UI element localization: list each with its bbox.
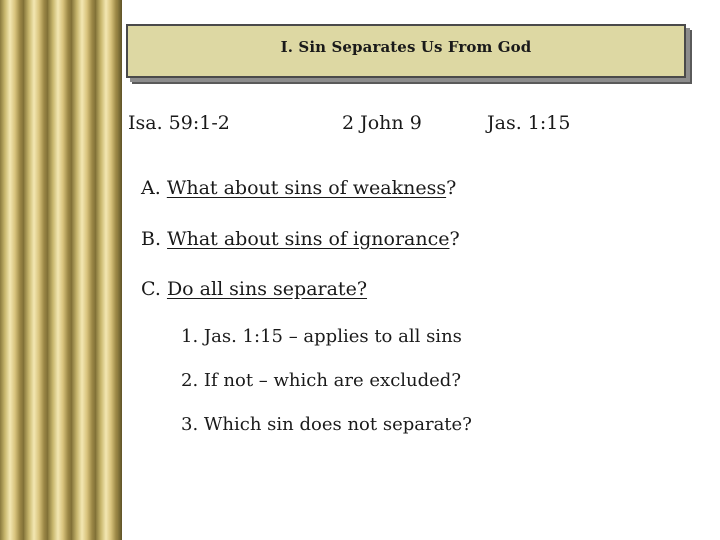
- subpoint-marker: 2.: [181, 370, 199, 391]
- point-suffix: ?: [449, 228, 460, 250]
- subpoint-text: Jas. 1:15 – applies to all sins: [203, 326, 462, 347]
- scripture-reference: Isa. 59:1-2: [128, 112, 230, 134]
- scripture-reference: Jas. 1:15: [487, 112, 571, 134]
- subpoint-marker: 1.: [181, 326, 199, 347]
- subpoint-text: Which sin does not separate?: [203, 414, 472, 435]
- point-text: Do all sins separate?: [166, 278, 368, 300]
- point-text: What about sins of ignorance: [167, 228, 450, 250]
- page-title: I. Sin Separates Us From God: [280, 38, 532, 56]
- scripture-reference: 2 John 9: [342, 112, 422, 134]
- outline-subpoint-2: [181, 370, 461, 391]
- gold-curtain-decoration: [0, 0, 122, 540]
- point-suffix: ?: [446, 177, 457, 199]
- point-marker: C.: [141, 278, 161, 300]
- outline-subpoint-3: [181, 414, 472, 435]
- point-text: What about sins of weakness: [166, 177, 447, 199]
- outline-point-a: [141, 177, 456, 199]
- outline-point-b: [141, 228, 460, 250]
- outline-subpoint-1: [181, 326, 462, 347]
- point-marker: B.: [141, 228, 162, 250]
- subpoint-text: If not – which are excluded?: [203, 370, 461, 391]
- title-box: [126, 24, 686, 78]
- point-marker: A.: [141, 177, 161, 199]
- outline-point-c: [141, 278, 367, 300]
- subpoint-marker: 3.: [181, 414, 199, 435]
